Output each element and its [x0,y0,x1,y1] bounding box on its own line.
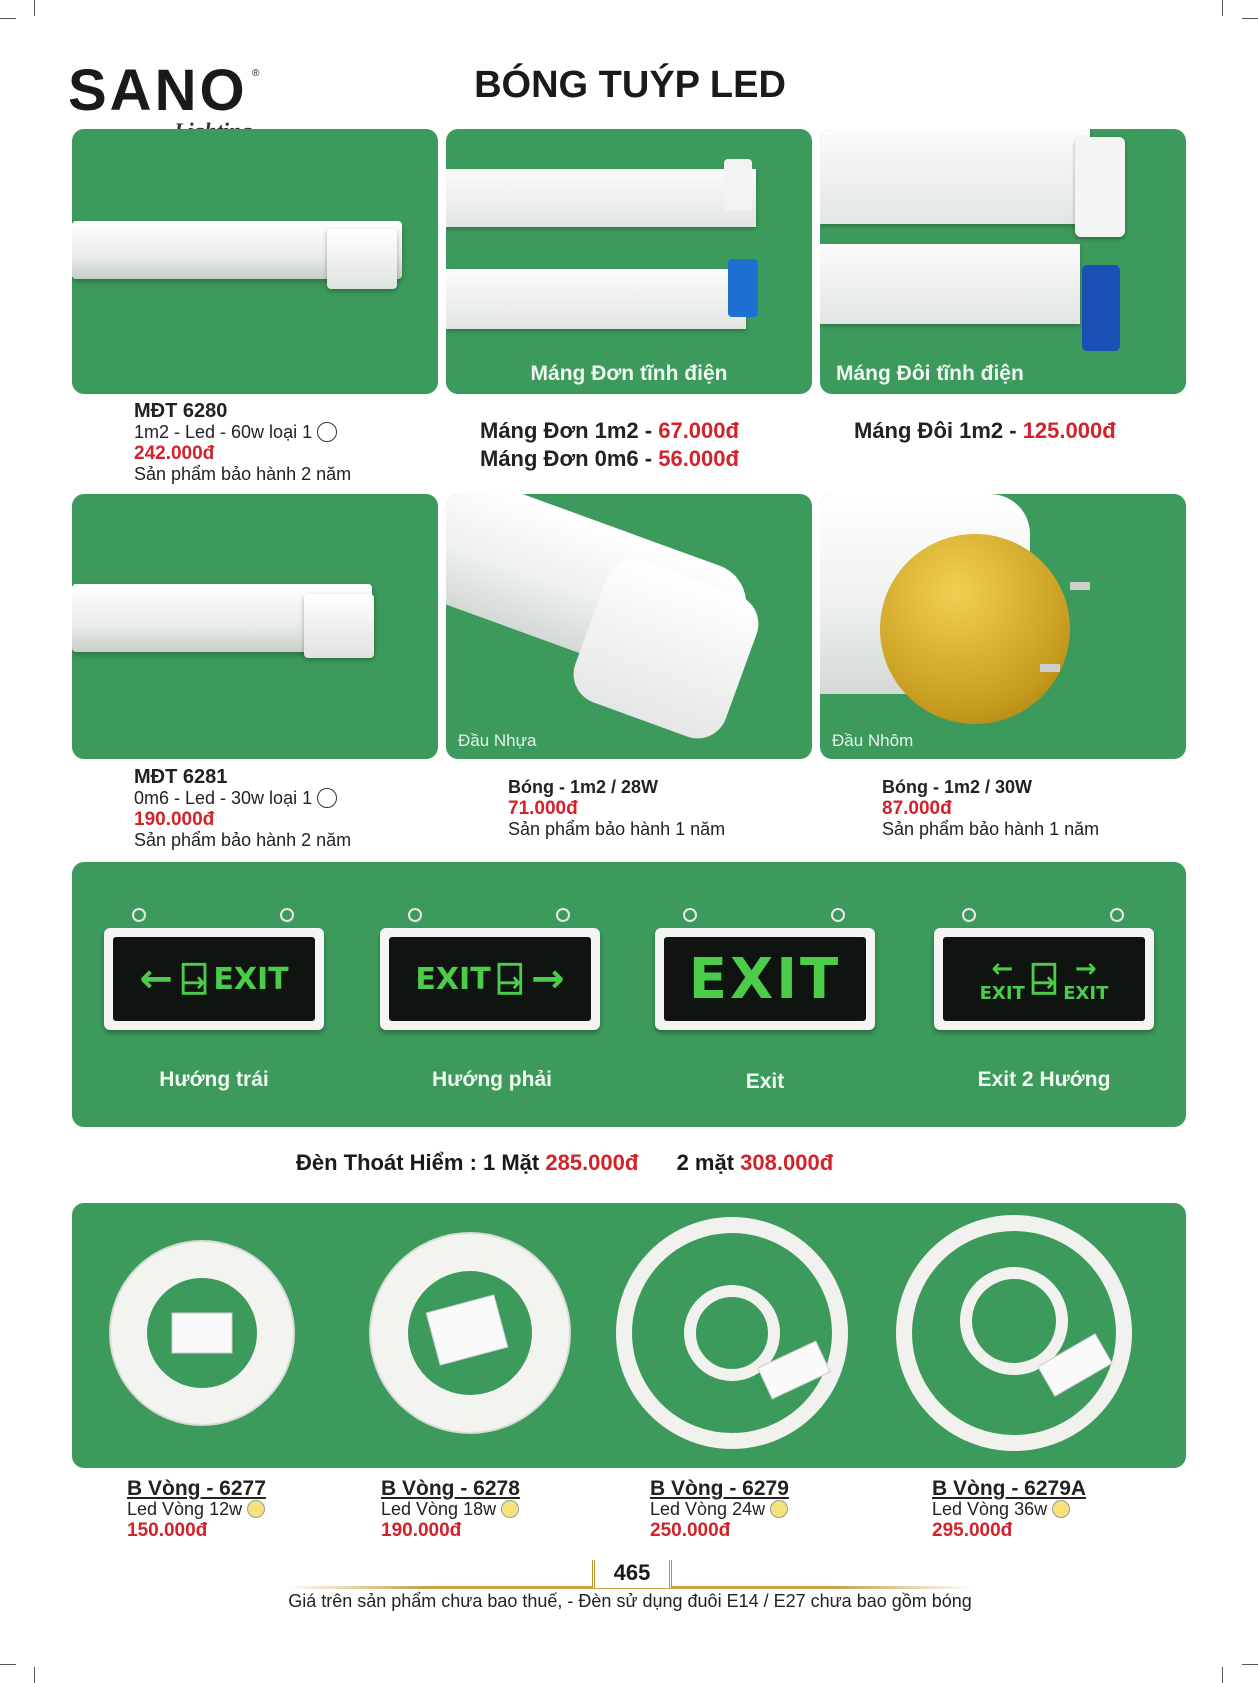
product-spec: Led Vòng 18w [381,1499,621,1520]
exit-sign-text: EXIT [688,946,842,1012]
product-price: 71.000đ [508,798,578,819]
product-info-bong-30w [882,777,1182,840]
exit-sign-panel [72,862,1186,1127]
crop-mark [1222,1667,1223,1683]
exit-sign-right [380,928,600,1030]
product-name: Bóng - 1m2 / 28W [508,777,659,797]
hook-icon [280,908,294,922]
product-info-mang-doi [854,417,1194,445]
gear-ring-6278-icon [370,1233,570,1433]
product-image-mdt6281 [72,494,438,759]
led-ring-panel [72,1203,1186,1468]
hook-icon [556,908,570,922]
gear-ring-6277-icon [110,1241,294,1425]
ring-info-6279 [650,1478,890,1541]
brand-name: SANO [68,58,248,123]
crop-mark [1222,0,1223,16]
bulb-badge-icon [1052,1500,1070,1518]
product-spec: Led Vòng 12w [127,1499,367,1520]
product-code: MĐT 6280 [134,400,228,422]
exit-sign-text: EXIT [979,982,1025,1004]
exit-label: Hướng phải [432,1068,552,1091]
ring-info-6279a [932,1478,1182,1541]
crop-mark [1242,1664,1258,1665]
page-title: BÓNG TUÝP LED [474,64,786,106]
hook-icon [408,908,422,922]
hook-icon [831,908,845,922]
hook-icon [132,908,146,922]
product-image-tube-aluminum [820,494,1186,759]
page-number: 465 [592,1560,672,1588]
exit-sign-plain [655,928,875,1030]
arrow-left-icon: ← [139,956,173,1002]
panel-caption: Máng Đôi tĩnh điện [836,362,1024,385]
product-code: MĐT 6281 [134,766,228,788]
price-line: Máng Đôi 1m2 - 125.000đ [854,418,1116,443]
bulb-badge-icon [247,1500,265,1518]
socket-icon [724,159,752,211]
circle-icon [317,422,337,442]
running-man-icon: ⍈ [496,953,524,1005]
exit-label: Exit 2 Hướng [977,1068,1111,1091]
circular-ring-6279a-icon [904,1223,1124,1443]
bulb-badge-icon [770,1500,788,1518]
product-warranty: Sản phẩm bảo hành 1 năm [508,819,726,839]
product-image-mang-don [446,129,812,394]
product-price: 250.000đ [650,1520,731,1541]
price-line: Máng Đơn 1m2 - 67.000đ [480,418,739,443]
arrow-right-icon: → [1074,953,1097,984]
product-image-mdt6280 [72,129,438,394]
exit-sign-text: EXIT [213,961,289,997]
hook-icon [683,908,697,922]
product-info-mdt6280 [134,401,434,485]
product-code: B Vòng - 6278 [381,1477,520,1500]
crop-mark [34,0,35,16]
product-spec: Led Vòng 24w [650,1499,890,1520]
exit-price-summary: Đèn Thoát Hiểm : 1 Mặt 285.000đ 2 mặt 308.000đ [296,1150,834,1175]
price-line: Máng Đơn 0m6 - 56.000đ [480,446,739,471]
led-ring-illustrations [72,1203,1186,1468]
exit-sign-text: EXIT [415,961,491,997]
socket-icon [1075,137,1125,237]
product-info-mdt6281 [134,767,434,851]
running-man-icon: ⍈ [180,953,208,1005]
pin-icon [1040,664,1060,672]
product-price: 242.000đ [134,443,215,464]
product-warranty: Sản phẩm bảo hành 1 năm [882,819,1100,839]
arrow-left-icon: ← [991,953,1014,984]
exit-label: Hướng trái [159,1068,269,1091]
crop-mark [0,1664,16,1665]
crop-mark [1242,18,1258,19]
bulb-badge-icon [501,1500,519,1518]
socket-icon [1082,265,1120,351]
exit-sign-two-way [934,928,1154,1030]
product-code: B Vòng - 6279A [932,1477,1087,1500]
product-code: B Vòng - 6279 [650,1477,789,1500]
circular-ring-6279-icon [624,1225,840,1441]
product-code: B Vòng - 6277 [127,1477,266,1500]
product-spec: 1m2 - Led - 60w loại 1 [134,422,434,443]
product-image-tube-plastic [446,494,812,759]
registered-mark: ® [252,68,260,79]
product-info-mang-don [480,417,820,473]
product-spec: 0m6 - Led - 30w loại 1 [134,788,434,809]
product-price: 190.000đ [134,809,215,830]
product-price: 150.000đ [127,1520,208,1541]
hook-icon [962,908,976,922]
pin-icon [1070,582,1090,590]
product-image-mang-doi [820,129,1186,394]
panel-tag: Đầu Nhôm [832,731,914,750]
product-info-bong-28w [508,777,808,840]
product-price: 87.000đ [882,798,952,819]
product-price: 295.000đ [932,1520,1013,1541]
exit-label: Exit [745,1070,785,1093]
arrow-right-icon: → [531,956,565,1002]
exit-sign-text: EXIT [1063,982,1109,1004]
product-warranty: Sản phẩm bảo hành 2 năm [134,830,352,850]
tube-endcap [880,534,1070,724]
footer-note: Giá trên sản phẩm chưa bao thuế, - Đèn sử dụng đuôi E14 / E27 chưa bao gồm bóng [288,1591,972,1611]
panel-tag: Đầu Nhựa [458,731,537,750]
ring-info-6277 [127,1478,367,1541]
socket-icon [728,259,758,317]
panel-caption: Máng Đơn tĩnh điện [530,362,728,385]
circle-icon [317,788,337,808]
exit-sign-left [104,928,324,1030]
crop-mark [34,1667,35,1683]
ring-info-6278 [381,1478,621,1541]
hook-icon [1110,908,1124,922]
product-warranty: Sản phẩm bảo hành 2 năm [134,464,352,484]
product-name: Bóng - 1m2 / 30W [882,777,1033,797]
crop-mark [0,18,16,19]
product-price: 190.000đ [381,1520,462,1541]
running-man-icon: ⍈ [1030,953,1058,1005]
product-spec: Led Vòng 36w [932,1499,1182,1520]
